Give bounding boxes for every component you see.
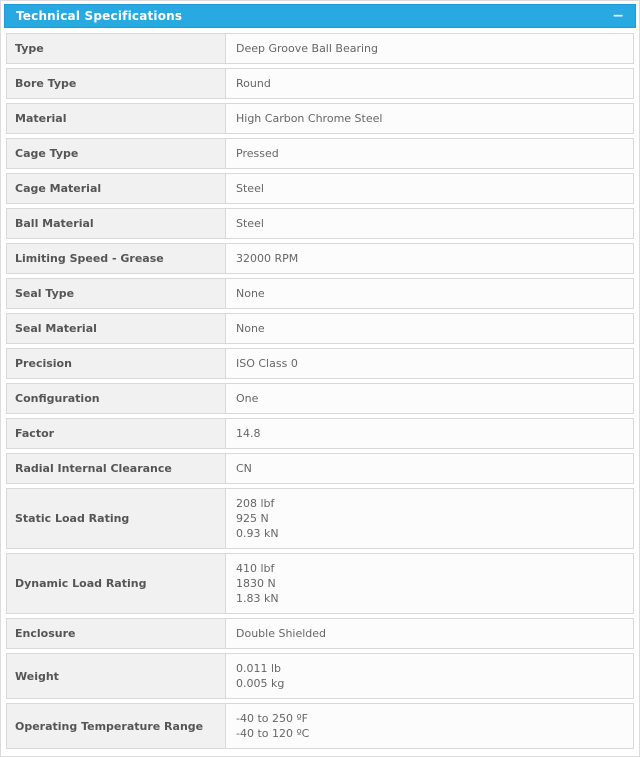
table-row — [6, 278, 634, 309]
table-row — [6, 68, 634, 99]
spec-value-line: Deep Groove Ball Bearing — [236, 42, 379, 55]
spec-value-cell — [226, 139, 633, 168]
panel-header — [4, 4, 636, 28]
spec-label: Cage Type — [7, 139, 226, 168]
spec-value-line: 0.005 kg — [236, 677, 285, 690]
table-row — [6, 618, 634, 649]
spec-value-line: Double Shielded — [236, 627, 327, 640]
spec-value-line: 410 lbf — [236, 562, 275, 575]
table-row — [6, 418, 634, 449]
spec-value-line: Steel — [236, 217, 264, 230]
spec-value-cell — [226, 489, 633, 548]
spec-value-line: None — [236, 287, 265, 300]
spec-label: Precision — [7, 349, 226, 378]
spec-label: Factor — [7, 419, 226, 448]
spec-value-cell — [226, 384, 633, 413]
table-row — [6, 653, 634, 699]
spec-label: Limiting Speed - Grease — [7, 244, 226, 273]
table-row — [6, 553, 634, 614]
spec-value-line: None — [236, 322, 265, 335]
table-row — [6, 453, 634, 484]
table-row — [6, 313, 634, 344]
spec-table — [4, 33, 636, 749]
spec-label: Weight — [7, 654, 226, 698]
table-row — [6, 208, 634, 239]
spec-value-cell — [226, 619, 633, 648]
spec-value-line: High Carbon Chrome Steel — [236, 112, 383, 125]
spec-value-line: 925 N — [236, 512, 269, 525]
spec-label: Material — [7, 104, 226, 133]
table-row — [6, 488, 634, 549]
table-row — [6, 33, 634, 64]
table-row — [6, 103, 634, 134]
collapse-minus-icon[interactable]: − — [612, 8, 624, 24]
spec-value-line: Steel — [236, 182, 264, 195]
spec-value-line: CN — [236, 462, 252, 475]
spec-value-line: -40 to 120 ºC — [236, 727, 310, 740]
spec-value-cell — [226, 69, 633, 98]
table-row — [6, 173, 634, 204]
spec-value-line: 1830 N — [236, 577, 276, 590]
spec-value-line: 32000 RPM — [236, 252, 299, 265]
spec-value-cell — [226, 704, 633, 748]
spec-value-cell — [226, 554, 633, 613]
spec-label: Cage Material — [7, 174, 226, 203]
spec-label: Seal Type — [7, 279, 226, 308]
spec-label: Type — [7, 34, 226, 63]
table-row — [6, 703, 634, 749]
spec-label: Enclosure — [7, 619, 226, 648]
spec-value-line: Round — [236, 77, 271, 90]
spec-label: Bore Type — [7, 69, 226, 98]
spec-label: Ball Material — [7, 209, 226, 238]
table-row — [6, 243, 634, 274]
panel-title: Technical Specifications — [16, 9, 183, 23]
spec-value-line: -40 to 250 ºF — [236, 712, 309, 725]
spec-label: Operating Temperature Range — [7, 704, 226, 748]
spec-value-line: 14.8 — [236, 427, 261, 440]
spec-label: Configuration — [7, 384, 226, 413]
spec-value-line: 0.011 lb — [236, 662, 282, 675]
spec-label: Dynamic Load Rating — [7, 554, 226, 613]
spec-value-cell — [226, 104, 633, 133]
spec-value-cell — [226, 314, 633, 343]
spec-value-line: 1.83 kN — [236, 592, 279, 605]
table-row — [6, 138, 634, 169]
spec-value-line: One — [236, 392, 259, 405]
spec-label: Radial Internal Clearance — [7, 454, 226, 483]
spec-value-line: 208 lbf — [236, 497, 275, 510]
table-row — [6, 348, 634, 379]
spec-label: Seal Material — [7, 314, 226, 343]
spec-value-cell — [226, 454, 633, 483]
table-row — [6, 383, 634, 414]
spec-value-cell — [226, 209, 633, 238]
spec-value-cell — [226, 349, 633, 378]
spec-value-cell — [226, 654, 633, 698]
spec-value-cell — [226, 34, 633, 63]
spec-value-cell — [226, 419, 633, 448]
spec-value-line: Pressed — [236, 147, 279, 160]
spec-value-line: 0.93 kN — [236, 527, 279, 540]
spec-value-cell — [226, 279, 633, 308]
spec-label: Static Load Rating — [7, 489, 226, 548]
spec-value-cell — [226, 244, 633, 273]
spec-value-line: ISO Class 0 — [236, 357, 298, 370]
spec-value-cell — [226, 174, 633, 203]
